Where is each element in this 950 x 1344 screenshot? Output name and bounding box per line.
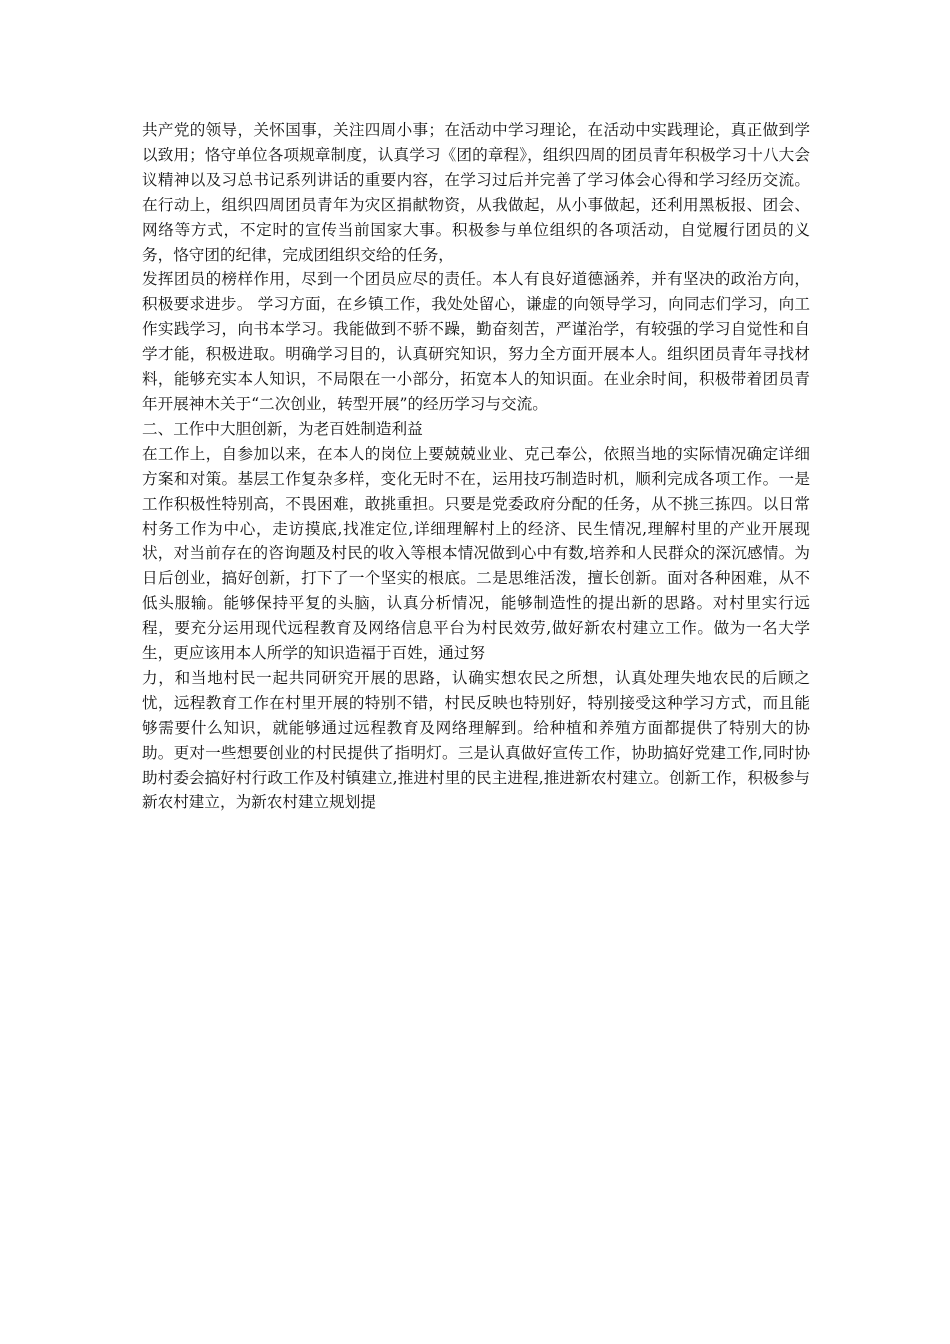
paragraph-3: 在工作上，自参加以来，在本人的岗位上要兢兢业业、克己奉公，依照当地的实际情况确定详细方案和对策。基层工作复杂多样，变化无时不在，运用技巧制造时机，顺利完成各项工作。一是工作积极性特别高，不畏困难，敢挑重担。只要是党委政府分配的任务，从不挑三拣四。以日常村务工作为中心，走访摸底,找准定位,详细理解村上的经济、民生情况,理解村里的产业开展现状，对当前存在的咨询题及村民的收入等根本情况做到心中有数,培养和人民群众的深沉感情。为日后创业，搞好创新，打下了一个坚实的根底。二是思维活泼，擅长创新。面对各种困难，从不低头服输。能够保持平复的头脑，认真分析情况，能够制造性的提出新的思路。对村里实行远程，要充分运用现代远程教育及网络信息平台为村民效劳,做好新农村建立工作。做为一名大学生，更应该用本人所学的知识造福于百姓，通过努 xyxy=(142,444,810,663)
document-body xyxy=(142,118,810,815)
paragraph-2: 发挥团员的榜样作用，尽到一个团员应尽的责任。本人有良好道德涵养，并有坚决的政治方向，积极要求进步。 学习方面，在乡镇工作，我处处留心，谦虚的向领导学习，向同志们学习，向工作实践学习，向书本学习。我能做到不骄不躁，勤奋刻苦，严谨治学，有较强的学习自觉性和自学才能，积极进取。明确学习目的，认真研究知识，努力全方面开展本人。组织团员青年寻找材料，能够充实本人知识，不局限在一小部分，拓宽本人的知识面。在业余时间，积极带着团员青年开展神木关于“二次创业，转型开展”的经历学习与交流。 xyxy=(142,270,810,413)
paragraph-1: 共产党的领导，关怀国事，关注四周小事；在活动中学习理论，在活动中实践理论，真正做到学以致用；恪守单位各项规章制度，认真学习《团的章程》，组织四周的团员青年积极学习十八大会议精神以及习总书记系列讲话的重要内容，在学习过后并完善了学习体会心得和学习经历交流。在行动上，组织四周团员青年为灾区捐献物资，从我做起，从小事做起，还利用黑板报、团会、网络等方式，不定时的宣传当前国家大事。积极参与单位组织的各项活动，自觉履行团员的义务，恪守团的纪律，完成团组织交给的任务， xyxy=(142,121,810,264)
section-heading: 二、工作中大胆创新，为老百姓制造利益 xyxy=(142,419,423,438)
paragraph-4: 力，和当地村民一起共同研究开展的思路，认确实想农民之所想，认真处理失地农民的后顾之忧，远程教育工作在村里开展的特别不错，村民反映也特别好，特别接受这种学习方式，而且能够需要什么知识，就能够通过远程教育及网络理解到。给种植和养殖方面都提供了特别大的协助。更对一些想要创业的村民提供了指明灯。三是认真做好宣传工作，协助搞好党建工作,同时协助村委会搞好村行政工作及村镇建立,推进村里的民主进程,推进新农村建立。创新工作，积极参与新农村建立，为新农村建立规划提 xyxy=(142,668,810,812)
